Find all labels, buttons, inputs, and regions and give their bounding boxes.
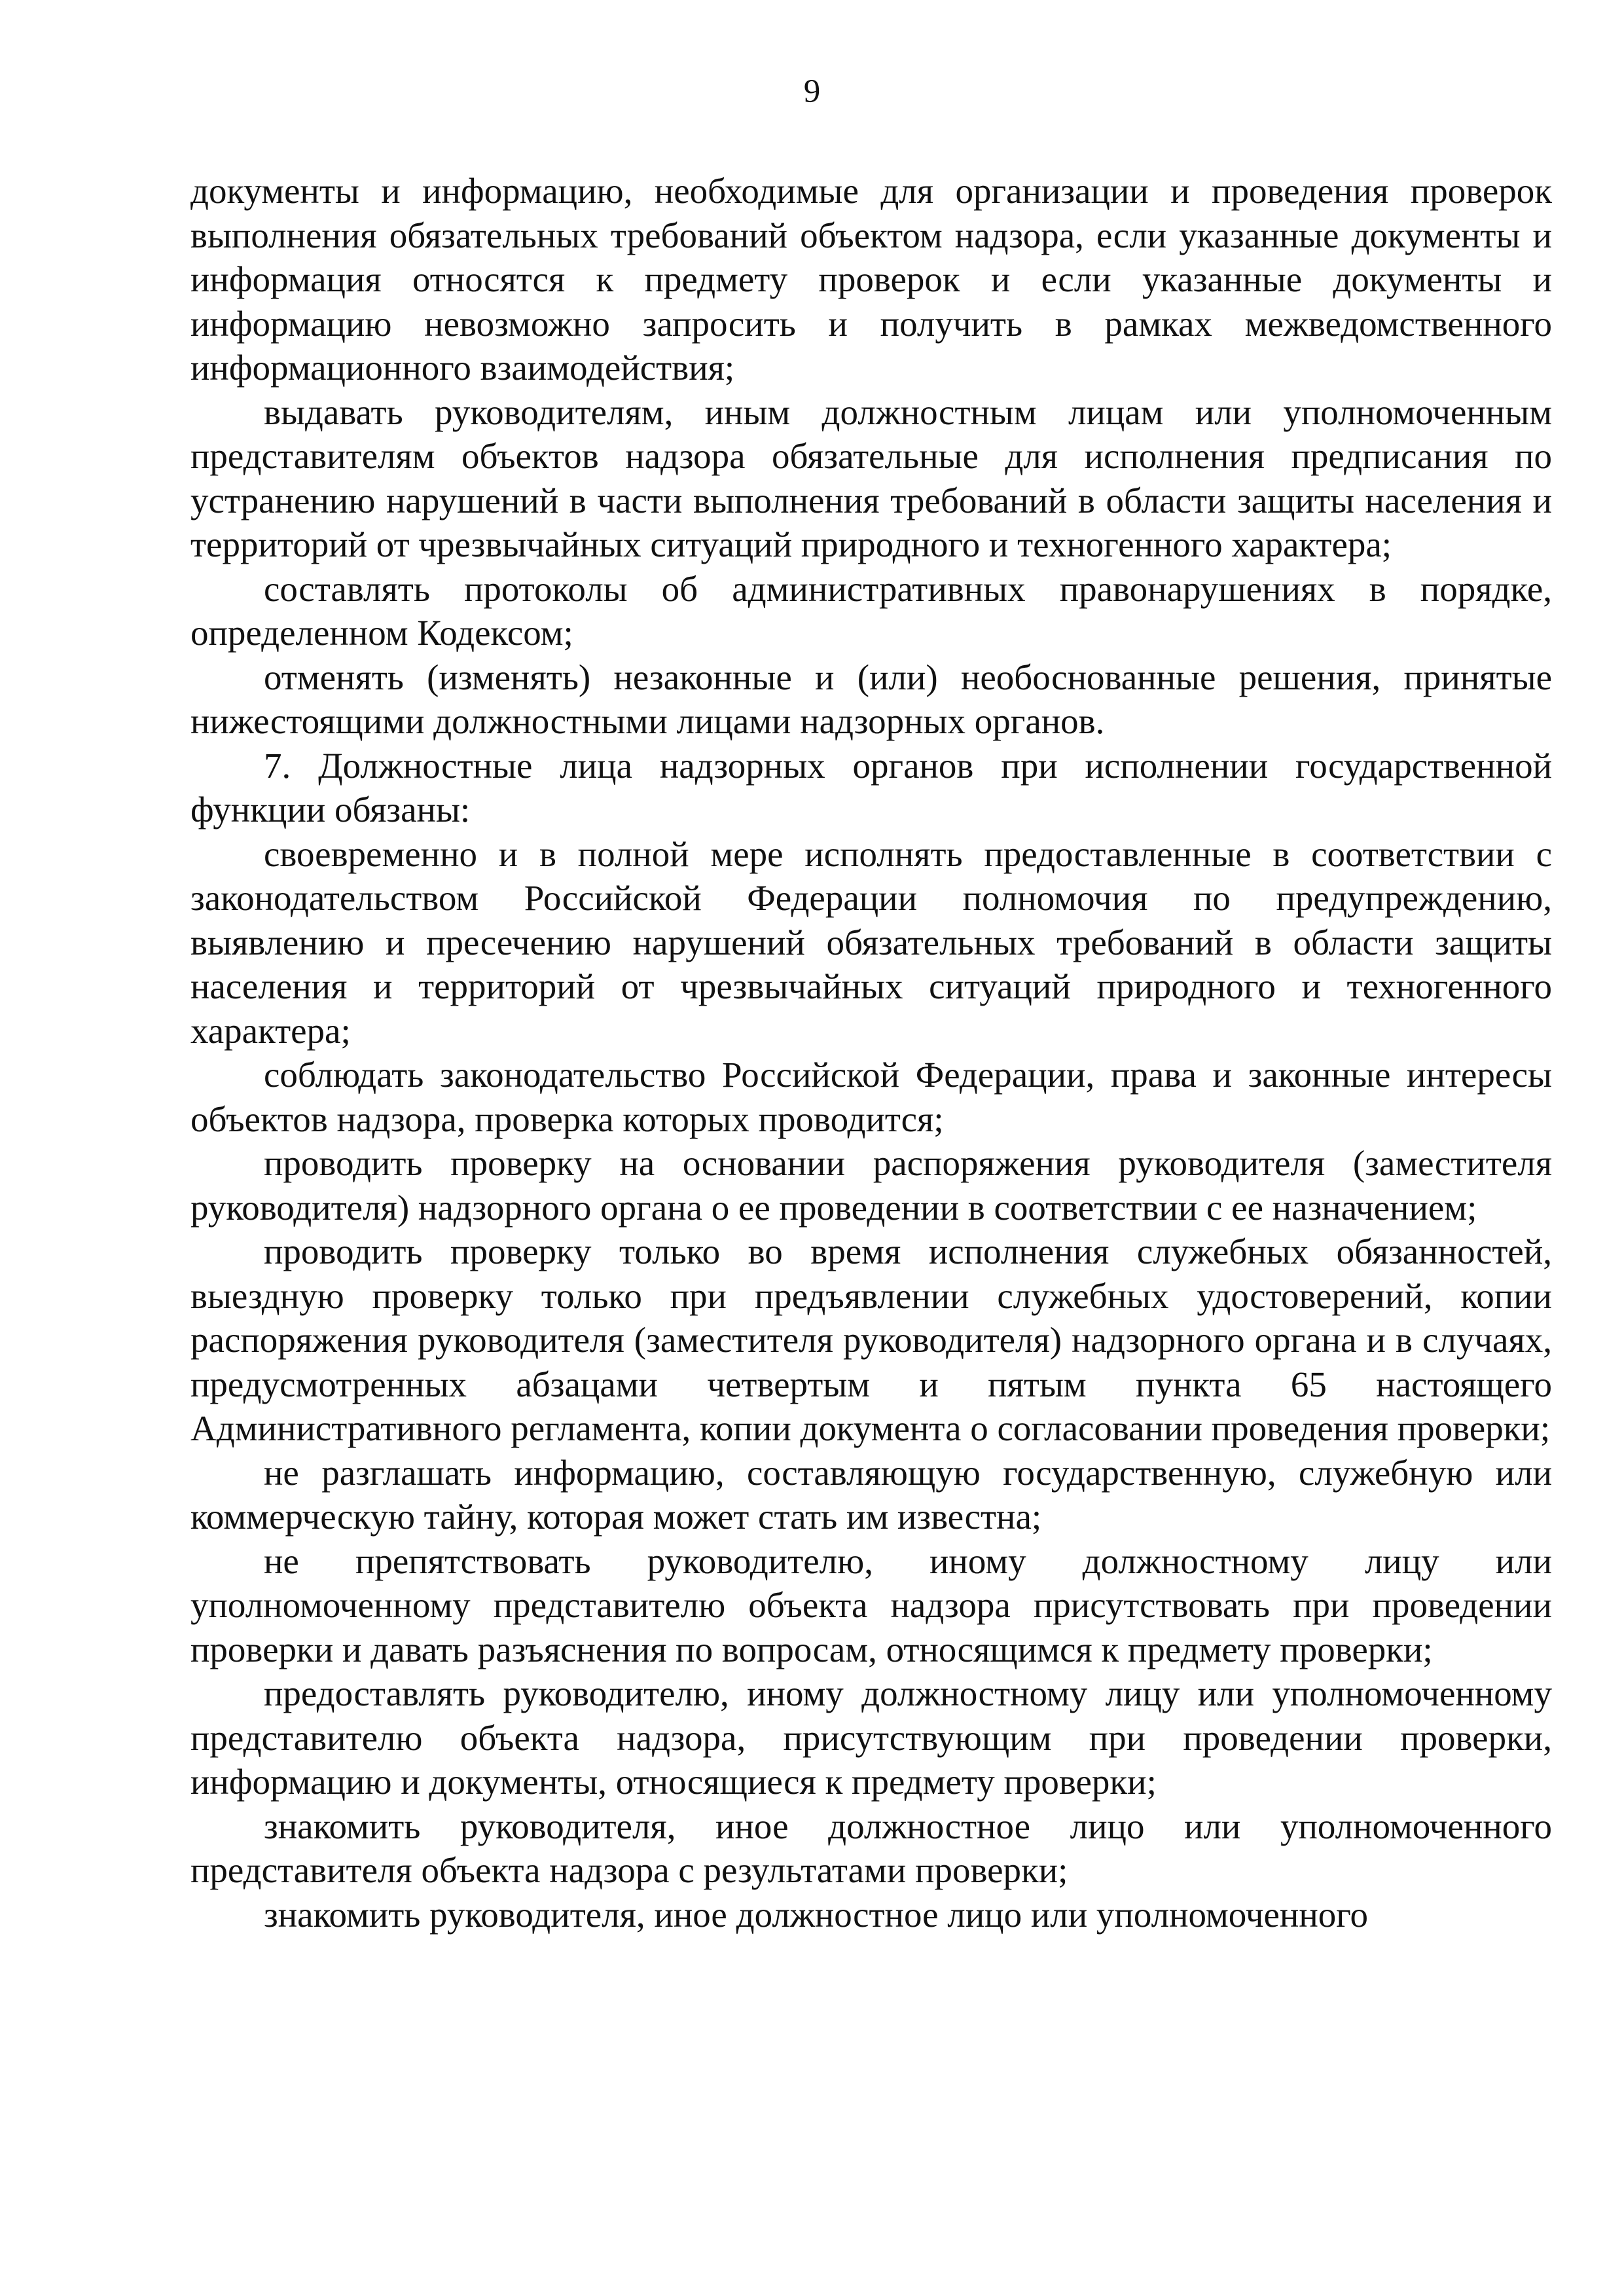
paragraph: составлять протоколы об административных правонарушениях в порядке, определенном Кодексом; [190, 568, 1552, 653]
paragraph: не препятствовать руководителю, иному должностному лицу или уполномоченному представителю объекта надзора присутствовать при проведении проверки и давать разъяснения по вопросам, относящимся к предмету проверки; [190, 1540, 1552, 1669]
paragraph: знакомить руководителя, иное должностное лицо или уполномоченного представителя объекта надзора с результатами проверки; [190, 1806, 1552, 1890]
paragraph: проводить проверку только во время исполнения служебных обязанностей, выездную проверку только при предъявлении служебных удостоверений, копии распоряжения руководителя (заместителя руководителя) надзорного органа и в случаях, предусмотренных абзацами четвертым и пятым пункта 65 настоящего Административного регламента, копии документа о согласовании проведения проверки; [190, 1231, 1552, 1448]
paragraph: не разглашать информацию, составляющую государственную, служебную или коммерческую тайну, которая может стать им известна; [190, 1452, 1552, 1537]
paragraph: отменять (изменять) незаконные и (или) необоснованные решения, принятые нижестоящими должностными лицами надзорных органов. [190, 657, 1552, 741]
paragraph: соблюдать законодательство Российской Федерации, права и законные интересы объектов надзора, проверка которых проводится; [190, 1055, 1552, 1139]
document-body [190, 169, 1552, 1937]
paragraph: документы и информацию, необходимые для организации и проведения проверок выполнения обязательных требований объектом надзора, если указанные документы и информация относятся к предмету проверок и если указанные документы и информацию невозможно запросить и получить в рамках межведомственного информационного взаимодействия; [190, 171, 1552, 388]
paragraph: выдавать руководителям, иным должностным лицам или уполномоченным представителям объектов надзора обязательные для исполнения предписания по устранению нарушений в части выполнения требований в области защиты населения и территорий от чрезвычайных ситуаций природного и техногенного характера; [190, 392, 1552, 564]
paragraph: своевременно и в полной мере исполнять предоставленные в соответствии с законодательством Российской Федерации полномочия по предупреждению, выявлению и пресечению нарушений обязательных требований в области защиты населения и территорий от чрезвычайных ситуаций природного и техногенного характера; [190, 833, 1552, 1051]
section-heading-paragraph: 7. Должностные лица надзорных органов при исполнении государственной функции обязаны: [190, 745, 1552, 829]
page-number: 9 [803, 73, 821, 110]
paragraph-continued: знакомить руководителя, иное должностное лицо или уполномоченного [264, 1894, 1368, 1935]
paragraph: предоставлять руководителю, иному должностному лицу или уполномоченному представителю объекта надзора, присутствующим при проведении проверки, информацию и документы, относящиеся к предмету проверки; [190, 1673, 1552, 1802]
paragraph: проводить проверку на основании распоряжения руководителя (заместителя руководителя) надзорного органа о ее проведении в соответствии с ее назначением; [190, 1143, 1552, 1228]
